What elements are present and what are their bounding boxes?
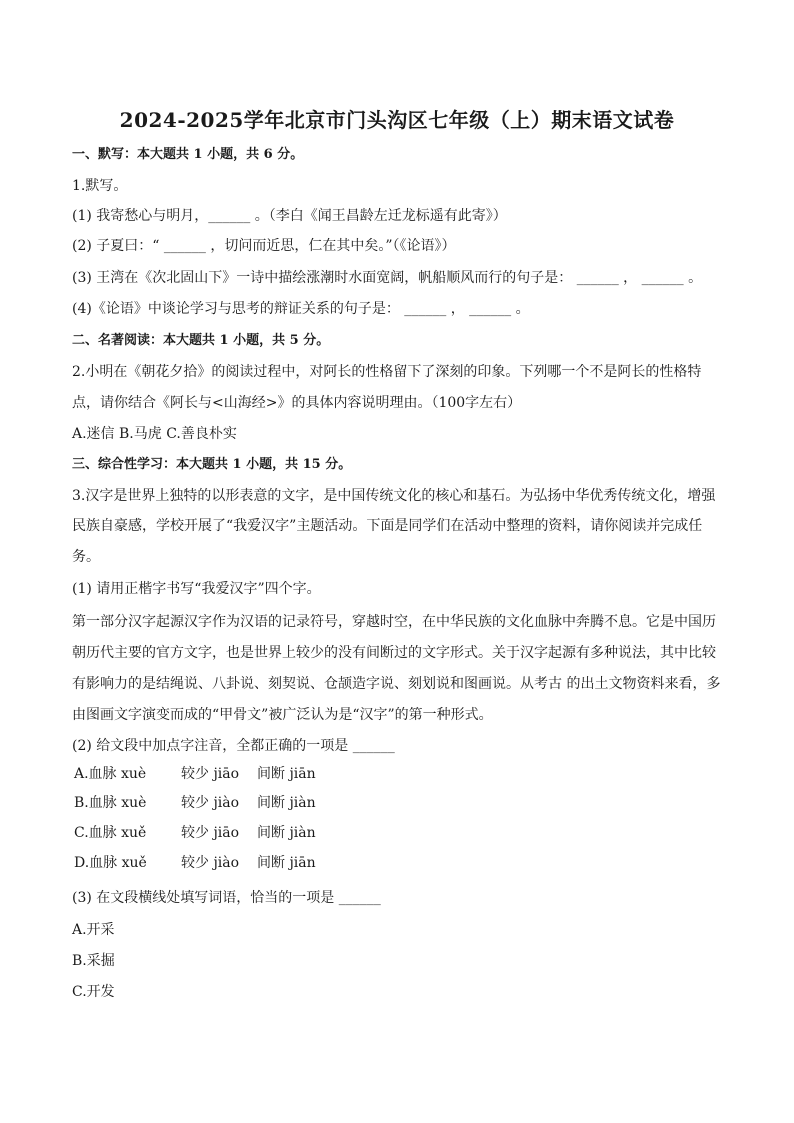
sub2-option-a-col3: 间断 jiān xyxy=(257,766,316,782)
q2-options: A.迷信 B.马虎 C.善良朴实 xyxy=(72,426,237,442)
q1-item-1: (1) 我寄愁心与明月，______ 。（李白《闻王昌龄左迁龙标遥有此寄》） xyxy=(72,208,507,224)
passage-line-4: 由图画文字演变而成的“甲骨文”被广泛认为是“汉字”的第一种形式。 xyxy=(72,707,493,723)
sub2-option-a-col2: 较少 jiāo xyxy=(181,766,240,782)
q2-line-1: 2.小明在《朝花夕拾》的阅读过程中，对阿长的性格留下了深刻的印象。下列哪一个不是阿长的性格特 xyxy=(72,364,702,380)
sub3-option-b: B.采掘 xyxy=(72,953,115,969)
q1-item-2: (2) 子夏曰：“ ______ ，切问而近思，仁在其中矣。”（《论语》） xyxy=(72,238,456,254)
section2-header: 二、名著阅读：本大题共 1 小题，共 5 分。 xyxy=(72,333,330,348)
q1-item-3: (3) 王湾在《次北固山下》一诗中描绘涨潮时水面宽阔，帆船顺风而行的句子是： ______ ， ______ 。 xyxy=(72,270,703,286)
sub3-option-a: A.开采 xyxy=(72,922,115,938)
sub2-option-c-col2: 较少 jiāo xyxy=(181,825,240,841)
sub2-option-c-col1: C.血脉 xuě xyxy=(74,825,147,841)
q3-sub1: (1) 请用正楷字书写“我爱汉字”四个字。 xyxy=(72,581,321,597)
q3-sub3: (3) 在文段横线处填写词语，恰当的一项是 ______ xyxy=(72,890,381,906)
sub2-option-a-col1: A.血脉 xuè xyxy=(74,766,147,782)
q1-stem: 1.默写。 xyxy=(72,178,128,194)
q2-line-2: 点，请你结合《阿长与<山海经>》的具体内容说明理由。（100字左右） xyxy=(72,395,522,411)
sub2-option-b-col2: 较少 jiào xyxy=(181,795,240,811)
section1-header: 一、默写：本大题共 1 小题，共 6 分。 xyxy=(72,147,304,162)
q3-line-1: 3.汉字是世界上独特的以形表意的文字，是中国传统文化的核心和基石。为弘扬中华优秀传统文化，增强 xyxy=(72,488,716,504)
q3-sub2: (2) 给文段中加点字注音，全都正确的一项是 ______ xyxy=(72,738,395,754)
sub2-option-d-col1: D.血脉 xuě xyxy=(74,855,147,871)
section3-header: 三、综合性学习：本大题共 1 小题，共 15 分。 xyxy=(72,457,352,472)
sub2-option-b-col1: B.血脉 xuè xyxy=(74,795,147,811)
exam-title: 2024-2025学年北京市门头沟区七年级（上）期末语文试卷 xyxy=(119,108,675,132)
sub2-option-b-col3: 间断 jiàn xyxy=(257,795,316,811)
sub3-option-c: C.开发 xyxy=(72,984,115,1000)
passage-line-1: 第一部分汉字起源汉字作为汉语的记录符号，穿越时空，在中华民族的文化血脉中奔腾不息。它是中国历 xyxy=(72,614,716,630)
sub2-option-c-col3: 间断 jiàn xyxy=(257,825,316,841)
passage-line-2: 朝历代主要的官方文字，也是世界上较少的没有间断过的文字形式。关于汉字起源有多种说法，其中比较 xyxy=(72,645,716,661)
sub2-option-d-col3: 间断 jiān xyxy=(257,855,316,871)
q1-item-4: (4)《论语》中谈论学习与思考的辩证关系的句子是： ______ ， ______ 。 xyxy=(72,301,530,317)
q3-line-3: 务。 xyxy=(72,549,100,565)
q3-line-2: 民族自豪感，学校开展了“我爱汉字”主题活动。下面是同学们在活动中整理的资料，请你阅读并完成任 xyxy=(72,518,703,534)
sub2-option-d-col2: 较少 jiào xyxy=(181,855,240,871)
passage-line-3: 有影响力的是结绳说、八卦说、刻契说、仓颉造字说、刻划说和图画说。从考古 的出土文物资料来看，多 xyxy=(72,676,721,692)
